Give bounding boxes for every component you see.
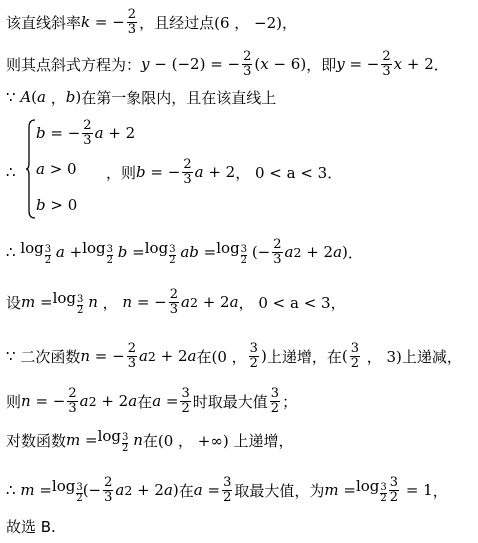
line-point-slope: 则其点斜式方程为： y − (−2) = − $\frac{2}{3}$ ( x − 6) ，即 y = − $\frac{2}{3}$ x + 2 ． [6, 48, 449, 79]
text: ，且经过点 [139, 13, 215, 32]
system-row-1: b = − $\frac{2}{3}$ a + 2 [36, 117, 136, 148]
system-conclusion: ，则 b = − $\frac{2}{3}$ a + 2 ， 0 < a < 3． [106, 156, 343, 187]
line-log-function: 对数函数 m = log 3 2 n 在 (0 ， +∞) 上递增， [6, 426, 294, 454]
text: 则其点斜式方程为： [6, 55, 142, 74]
line-answer: 故选 B. [6, 517, 56, 536]
fraction-2-3: $\frac{2}{3}$ [127, 6, 137, 37]
therefore-symbol: ∴ [6, 163, 16, 181]
line-quadratic-monotonic: ∵ 二次函数 n = − $\frac{2}{3}$ a 2 + 2 a 在 (0 ， $\frac{3}{2}$ ) 上递增，在 ( $\frac{3}{2}$ ， 3) 上递减， [6, 340, 462, 371]
text: 在第一象限内，且在该直线上 [81, 88, 277, 107]
line-define-m: 设 m = log 3 2 n ， n = − $\frac{2}{3}$ a 2 + 2 a ， 0 < a < 3， [6, 286, 346, 317]
line-conclusion: ∴ m = log 3 2 (− $\frac{2}{3}$ a 2 + 2 a ) 在 a = $\frac{3}{2}$ 取最大值，为 m = log 3 2 $\frac{3}{2}$ = 1 ， [6, 474, 448, 505]
math: k [81, 13, 91, 31]
point: (6 ， −2) [214, 13, 282, 32]
system-row-3: b > 0 [36, 196, 78, 214]
line-log-sum: ∴ log 3 2 a + log 3 2 b = log 3 2 ab = log 3 2 (− $\frac{2}{3}$ a 2 + 2 a ) ． [6, 236, 363, 267]
fraction-2-3: $\frac{2}{3}$ [243, 48, 252, 79]
fraction-2-3: $\frac{2}{3}$ [382, 48, 391, 79]
line-point-A: ∵ A ( a ， b ) 在第一象限内，且在该直线上 [6, 88, 277, 107]
text: ，即 [306, 55, 337, 74]
text: ． [433, 55, 449, 74]
system-row-2: a > 0 [36, 160, 77, 178]
line-max-value: 则 n = − $\frac{2}{3}$ a 2 + 2 a 在 a = $\frac{3}{2}$ 时取最大值 $\frac{3}{2}$ ； [6, 385, 298, 416]
text: ， [282, 13, 298, 32]
equation-system [6, 115, 466, 225]
text: 该直线斜率 [6, 13, 82, 32]
left-brace-icon [26, 119, 36, 219]
line-slope: 该直线斜率 k = − $\frac{2}{3}$ ，且经过点 (6 ， −2) ， [6, 6, 298, 37]
